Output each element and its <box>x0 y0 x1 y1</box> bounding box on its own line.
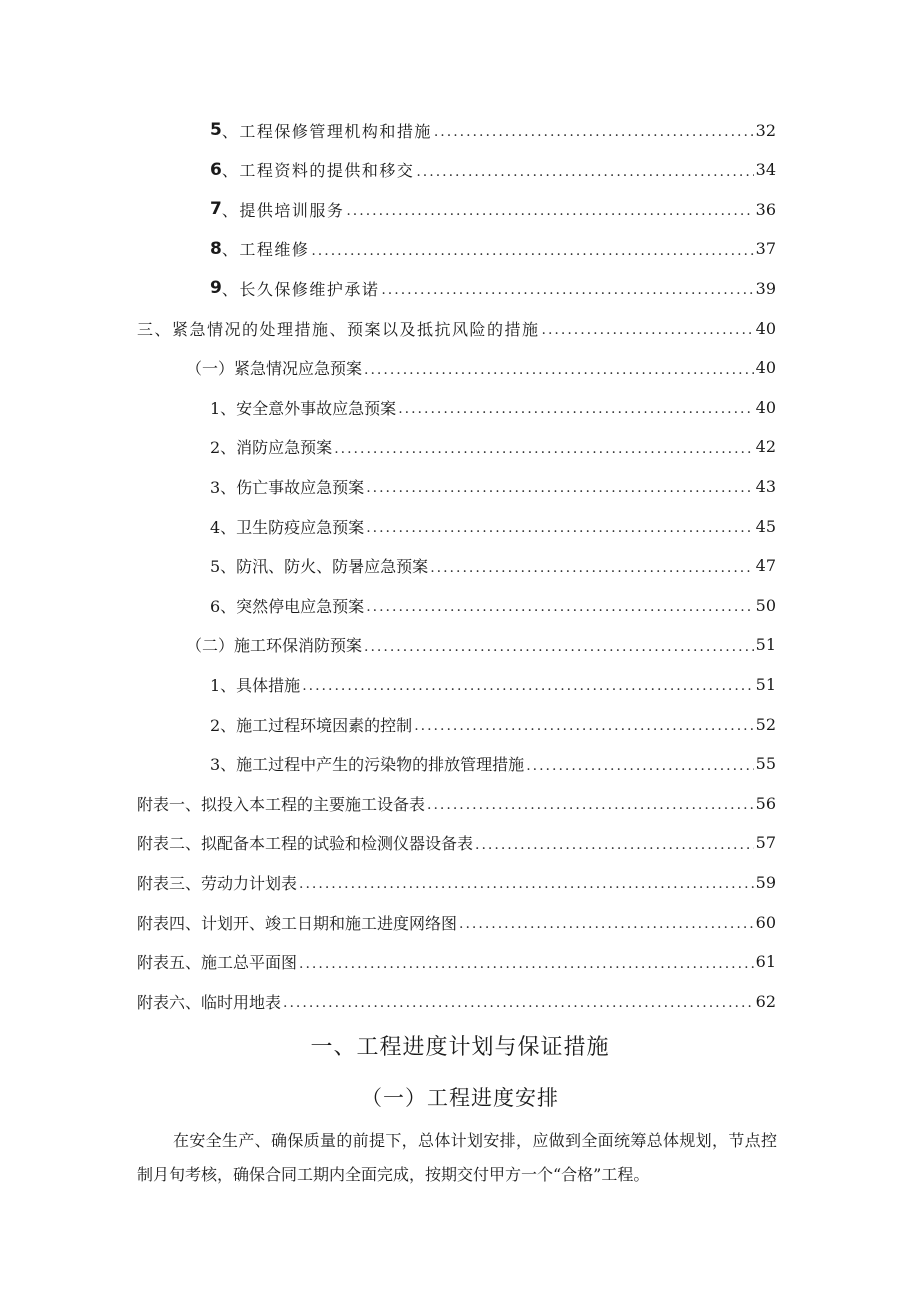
toc-page-number: 61 <box>755 952 776 972</box>
toc-entry[interactable] <box>210 115 776 145</box>
toc-leader-dots <box>381 282 753 298</box>
toc-leader-dots <box>459 916 754 932</box>
toc-page-number: 40 <box>755 358 776 378</box>
toc-entry-label: 附表五、施工总平面图 <box>137 953 298 973</box>
toc-entry-label: 3、伤亡事故应急预案 <box>210 477 365 497</box>
toc-leader-dots <box>434 124 754 140</box>
toc-page-number: 34 <box>755 160 776 180</box>
toc-page-number: 32 <box>755 120 776 140</box>
toc-entry-number: 9 <box>210 278 222 299</box>
toc-entry[interactable] <box>137 313 776 343</box>
toc-entry[interactable] <box>137 907 776 937</box>
toc-leader-dots <box>299 876 754 892</box>
toc-entry[interactable] <box>210 392 776 422</box>
toc-entry-number: 8 <box>210 238 222 259</box>
toc-page-number: 52 <box>755 714 776 734</box>
toc-entry-label: 5、防汛、防火、防暑应急预案 <box>210 557 429 577</box>
toc-page-number: 39 <box>755 278 776 298</box>
toc-leader-dots <box>430 560 753 576</box>
toc-leader-dots <box>366 480 753 496</box>
toc-entry-label: 附表六、临时用地表 <box>137 992 282 1012</box>
toc-page-number: 57 <box>755 833 776 853</box>
toc-page-number: 43 <box>755 476 776 496</box>
toc-entry-label: 6、突然停电应急预案 <box>210 596 365 616</box>
toc-entry-label: （二）施工环保消防预案 <box>186 636 363 656</box>
toc-entry[interactable] <box>137 986 776 1016</box>
toc-entry[interactable] <box>210 194 776 224</box>
toc-leader-dots <box>414 718 753 734</box>
toc-entry-label: 3、施工过程中产生的污染物的排放管理措施 <box>210 755 525 775</box>
toc-entry[interactable] <box>137 828 776 858</box>
toc-entry-number: 6 <box>210 159 222 180</box>
toc-leader-dots <box>334 441 753 457</box>
toc-entry[interactable] <box>137 788 776 818</box>
toc-entry-label: 、工程保修管理机构和措施 <box>221 121 432 141</box>
toc-leader-dots <box>398 401 753 417</box>
toc-entry-label: 1、安全意外事故应急预案 <box>210 398 397 418</box>
body-paragraph: 在安全生产、确保质量的前提下，总体计划安排，应做到全面统筹总体规划，节点控制月旬考核，确保合同工期内全面完成，按期交付甲方一个“合格”工程。 <box>137 1131 777 1184</box>
toc-entry-label: （一）紧急情况应急预案 <box>186 359 363 379</box>
toc-leader-dots <box>311 243 753 259</box>
toc-entry-number: 5 <box>210 120 222 140</box>
toc-entry[interactable] <box>210 590 776 620</box>
toc-page-number: 56 <box>755 793 776 813</box>
toc-entry[interactable] <box>210 511 776 541</box>
toc-entry-label: 2、消防应急预案 <box>210 438 333 458</box>
toc-leader-dots <box>526 758 753 774</box>
toc-leader-dots <box>299 956 754 972</box>
toc-entry-label: 附表三、劳动力计划表 <box>137 873 298 893</box>
toc-leader-dots <box>364 639 754 655</box>
toc-leader-dots <box>346 203 753 219</box>
toc-entry-label: 、工程资料的提供和移交 <box>221 161 415 181</box>
toc-leader-dots <box>302 678 753 694</box>
toc-page-number: 50 <box>755 595 776 615</box>
toc-page-number: 60 <box>755 912 776 932</box>
toc-leader-dots <box>366 599 753 615</box>
toc-entry[interactable] <box>210 432 776 462</box>
toc-entry-label: 、长久保修维护承诺 <box>221 279 380 299</box>
toc-page-number: 55 <box>755 754 776 774</box>
toc-entry-label: 附表二、拟配备本工程的试验和检测仪器设备表 <box>137 834 474 854</box>
toc-page-number: 47 <box>755 556 776 576</box>
toc-entry[interactable] <box>210 749 776 779</box>
toc-entry-label: 2、施工过程环境因素的控制 <box>210 715 413 735</box>
toc-entry[interactable] <box>210 273 776 303</box>
toc-entry[interactable] <box>210 155 776 185</box>
toc-leader-dots <box>416 164 753 180</box>
toc-entry[interactable] <box>186 353 776 383</box>
toc-entry[interactable] <box>210 471 776 501</box>
toc-entry-label: 附表四、计划开、竣工日期和施工进度网络图 <box>137 913 458 933</box>
toc-page-number: 51 <box>755 674 776 694</box>
toc-entry[interactable] <box>137 947 776 977</box>
toc-entry[interactable] <box>210 234 776 264</box>
toc-entry-label: 三、紧急情况的处理措施、预案以及抵抗风险的措施 <box>137 319 540 339</box>
toc-page-number: 36 <box>755 199 776 219</box>
toc-page-number: 40 <box>755 397 776 417</box>
toc-entry-number: 7 <box>210 199 222 220</box>
toc-page-number: 59 <box>755 872 776 892</box>
toc-entry[interactable] <box>210 709 776 739</box>
toc-page-number: 37 <box>755 239 776 259</box>
toc-entry-label: 1、具体措施 <box>210 675 301 695</box>
toc-leader-dots <box>366 520 753 536</box>
toc-page-number: 51 <box>755 635 776 655</box>
toc-entry-label: 4、卫生防疫应急预案 <box>210 517 365 537</box>
toc-entry[interactable] <box>186 630 776 660</box>
subsection-heading: （一）工程进度安排 <box>361 1086 559 1110</box>
toc-entry-label: 、工程维修 <box>221 240 310 260</box>
toc-leader-dots <box>475 837 754 853</box>
toc-leader-dots <box>364 362 754 378</box>
toc-leader-dots <box>283 995 754 1011</box>
toc-entry[interactable] <box>210 551 776 581</box>
toc-entry-label: 、提供培训服务 <box>221 200 345 220</box>
toc-page-number: 62 <box>755 991 776 1011</box>
section-heading: 一、工程进度计划与保证措施 <box>310 1035 610 1060</box>
toc-page-number: 45 <box>755 516 776 536</box>
toc-entry[interactable] <box>210 669 776 699</box>
toc-page-number: 40 <box>755 318 776 338</box>
toc-page-number: 42 <box>755 437 776 457</box>
toc-leader-dots <box>427 797 754 813</box>
toc-entry[interactable] <box>137 867 776 897</box>
toc-entry-label: 附表一、拟投入本工程的主要施工设备表 <box>137 794 426 814</box>
toc-leader-dots <box>542 322 754 338</box>
